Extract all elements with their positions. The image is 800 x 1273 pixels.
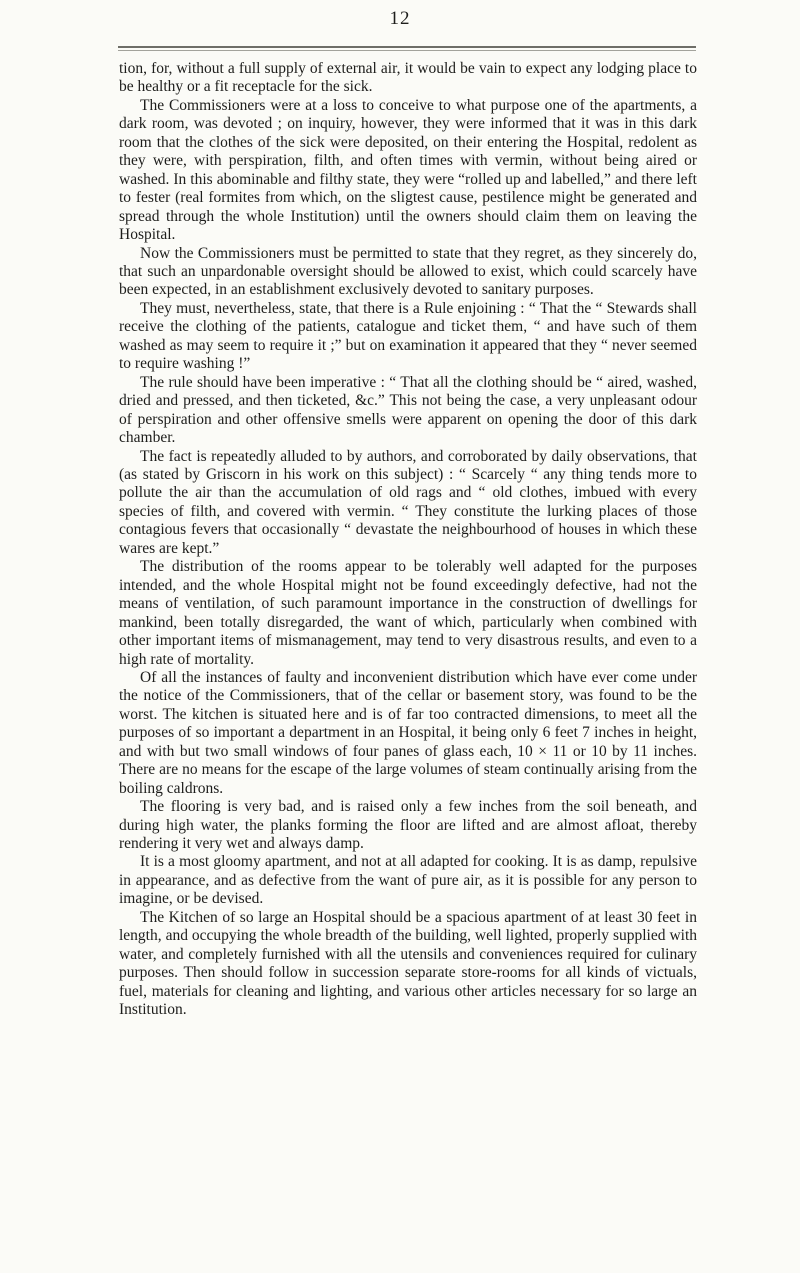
header-rule-thick (118, 46, 696, 48)
body-text (119, 60, 697, 1020)
paragraph: The rule should have been imperative : “ That all the clothing should be “ aired, washed, dried and pressed, and then ticketed, &c.” This not being the case, a very unpleasant odour of perspiration and other offensive smells were apparent on opening the door of this dark chamber. (119, 373, 697, 447)
paragraph: Of all the instances of faulty and inconvenient distribution which have ever come under the notice of the Commissioners, that of the cellar or basement story, was found to be the worst. The kitchen is situated here and is of far too contracted dimensions, to meet all the purposes of so important a department in an Hospital, it being only 6 feet 7 inches in height, and with but two small windows of four panes of glass each, 10 × 11 or 10 by 11 inches. There are no means for the escape of the large volumes of steam continually arising from the boiling caldrons. (119, 668, 697, 797)
paragraph-continuation: tion, for, without a full supply of external air, it would be vain to expect any lodging place to be healthy or a fit receptacle for the sick. (119, 60, 697, 96)
paragraph: The Kitchen of so large an Hospital should be a spacious apartment of at least 30 feet in length, and occupying the whole breadth of the building, well lighted, properly supplied with water, and completely furnished with all the utensils and conveniences required for culinary purposes. Then should follow in succession separate store-rooms for all kinds of victuals, fuel, materials for cleaning and lighting, and various other articles necessary for so large an Institution. (119, 908, 697, 1019)
paragraph: They must, nevertheless, state, that there is a Rule enjoining : “ That the “ Stewards shall receive the clothing of the patients, catalogue and ticket them, “ and have such of them washed as may seem to require it ;” but on examination it appeared that they “ never seemed to require washing !” (119, 299, 697, 373)
paragraph: Now the Commissioners must be permitted to state that they regret, as they sincerely do, that such an unpardonable oversight should be allowed to exist, which could scarcely have been expected, in an establishment exclusively devoted to sanitary purposes. (119, 244, 697, 299)
paragraph: The distribution of the rooms appear to be tolerably well adapted for the purposes intended, and the whole Hospital might not be found exceedingly defective, had not the means of ventilation, of such paramount importance in the construction of dwellings for mankind, been totally disregarded, the want of which, particularly when combined with other important items of mismanagement, may tend to very disastrous results, and even to a high rate of mortality. (119, 558, 697, 668)
paragraph: The fact is repeatedly alluded to by authors, and corroborated by daily observations, that (as stated by Griscorn in his work on this subject) : “ Scarcely “ any thing tends more to pollute the air than the accumulation of old rags and “ old clothes, imbued with every species of filth, and covered with vermin. “ They constitute the lurking places of those contagious fevers that occasionally “ devastate the neighbourhood of houses in which these wares are kept.” (119, 447, 697, 557)
paragraph: The Commissioners were at a loss to conceive to what purpose one of the apartments, a dark room, was devoted ; on inquiry, however, they were informed that it was in this dark room that the clothes of the sick were deposited, on their entering the Hospital, redolent as they were, with perspiration, filth, and often times with vermin, without being aired or washed. In this abominable and filthy state, they were “rolled up and labelled,” and there left to fester (real formites from which, on the sligtest cause, pestilence might be generated and spread through the whole Institution) until the owners should claim them on leaving the Hospital. (119, 96, 697, 244)
page-number: 12 (389, 8, 411, 29)
paragraph: The flooring is very bad, and is raised only a few inches from the soil beneath, and during high water, the planks forming the floor are lifted and are almost afloat, thereby rendering it very wet and always damp. (119, 798, 697, 853)
header-rule-thin (118, 50, 696, 51)
paragraph: It is a most gloomy apartment, and not at all adapted for cooking. It is as damp, repulsive in appearance, and as defective from the want of pure air, as it is possible for any person to imagine, or be devised. (119, 853, 697, 908)
